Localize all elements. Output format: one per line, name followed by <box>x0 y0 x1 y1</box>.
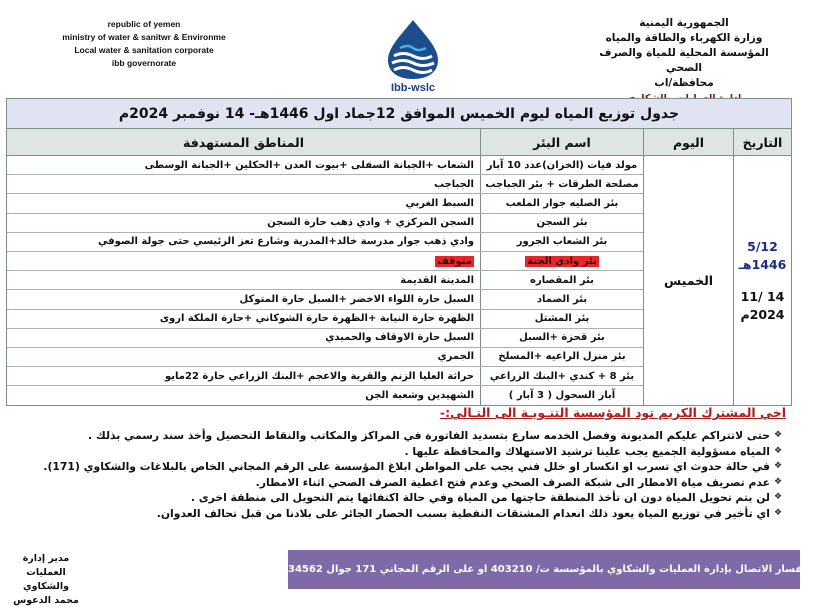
logo-caption: Ibb-wslc <box>390 82 435 94</box>
signature-name: محمد الدعوس <box>13 595 79 606</box>
well-name: مصلحة الطرقات + بئر الجباجب <box>480 175 643 193</box>
well-name: مولد فيات (الخزان)عدد 10 آبار <box>480 156 643 174</box>
target-areas: السبط الغربي <box>405 197 474 209</box>
table-title-bar <box>7 99 791 129</box>
header-day: اليوم <box>643 129 733 155</box>
table-row <box>7 271 643 290</box>
note-item <box>16 506 786 522</box>
target-areas: الظهرة حارة النيابة +الظهرة حارة الشوكاني +حارة الملكة اروى <box>159 313 474 325</box>
notes-list <box>16 428 786 521</box>
date-hijri-day-month: 5/12 <box>747 238 778 254</box>
diamond-bullet-icon: ❖ <box>773 507 783 518</box>
stopped-well-highlight: بئر وادي الجنة <box>527 255 597 267</box>
well-name: آبار السحول ( 3 آبار ) <box>480 386 643 405</box>
table-row <box>7 290 643 309</box>
table-body <box>7 156 791 405</box>
header-well: اسم البئر <box>480 129 643 155</box>
table-rows <box>7 156 643 405</box>
table-row <box>7 252 643 271</box>
table-row <box>7 367 643 386</box>
well-name: بئر 8 + كندي +البنك الزراعي <box>480 367 643 385</box>
note-text: حتى لاتتراكم عليكم المديونة وفصل الخدمه سارع بتسديد الفاتورة في المراكز والمكاتب والنقاط التحصيل وأخذ سند رسمي بذلك . <box>88 429 770 442</box>
note-text: في حالة حدوث اي تسرب او انكسار او خلل فني يجب على المواطن ابلاغ المؤسسة على الرقم المجاني الخاص بالبلاغات والشكاوي (171). <box>43 460 770 473</box>
header-en-line-2: ministry of water & sanitwr & Environme <box>62 32 226 42</box>
target-areas: السجن المركزي + وادي ذهب حارة السجن <box>267 217 474 229</box>
note-text: لن يتم تحويل المياة دون ان تأخذ المنطقة حاجتها من المياة وفي حالة اكتفائها يتم التحويل الى منطقة اخرى . <box>190 491 770 504</box>
date-greg-day-month: 14 /11 <box>740 288 785 304</box>
note-text: المياه مسؤولية الجميع يجب علينا ترشيد الاستهلاك والمحافظة عليها . <box>404 444 770 458</box>
well-name: بئر المشتل <box>480 310 643 328</box>
table-row <box>7 194 643 213</box>
target-areas-stopped <box>7 252 480 270</box>
diamond-bullet-icon: ❖ <box>773 461 783 471</box>
notes-title: اخي المشترك الكريم تود المؤسسة التنـويـة الى التـالي:- <box>439 405 786 420</box>
table-row <box>7 348 643 367</box>
header-ar-line-1: الجمهورية اليمنية <box>639 17 729 29</box>
target-areas: الشهيدين وشعبة الجن <box>365 390 474 402</box>
target-areas: المدينة القديمة <box>400 274 474 286</box>
header-english-block <box>14 18 274 70</box>
header-ar-line-4: محافظة/اب <box>654 77 714 89</box>
table-row <box>7 233 643 252</box>
date-greg-year: 2024م <box>740 306 785 322</box>
well-name: بئر الصماد <box>480 290 643 308</box>
water-drop-logo-icon <box>378 18 448 80</box>
well-name: بئر قحزة +السبل <box>480 329 643 347</box>
distribution-table <box>6 98 792 406</box>
header-en-line-3: Local water & sanitation corporate <box>74 45 214 55</box>
date-hijri-year: 1446هـ <box>738 256 787 272</box>
diamond-bullet-icon: ❖ <box>773 430 783 440</box>
header-ar-line-3: المؤسسة المحلية للمياة والصرف الصحي <box>599 47 769 74</box>
header-en-line-1: republic of yemen <box>107 19 181 29</box>
header-ar-line-2: وزارة الكهرباء والطاقة والمياه <box>605 32 763 44</box>
table-row <box>7 214 643 233</box>
diamond-bullet-icon: ❖ <box>773 492 783 502</box>
note-item <box>16 444 786 460</box>
table-row <box>7 175 643 194</box>
day-cell: الخميس <box>643 156 733 405</box>
corporation-logo <box>358 18 468 98</box>
table-row <box>7 310 643 329</box>
well-name: بئر المقصاره <box>480 271 643 289</box>
target-areas: السبل حارة الاوقاف والحميدي <box>325 332 474 344</box>
well-name-stopped <box>480 252 643 270</box>
well-name: بئر الصليه جوار الملعب <box>480 194 643 212</box>
well-name: بئر السجن <box>480 214 643 232</box>
target-areas: وادي ذهب جوار مدرسة خالد+المدرية وشارع تعز الرئيسي حتى جولة الصوفي <box>97 236 474 248</box>
target-areas: الجمري <box>437 351 474 363</box>
target-areas: الجباجب <box>433 178 474 190</box>
well-name: بئر الشعاب الجرور <box>480 233 643 251</box>
date-cell <box>733 156 791 405</box>
target-areas: حراثة العليا الزنم والقرية والاعجم +البنك الزراعي حارة 22مايو <box>165 370 474 382</box>
header-en-line-4: ibb governorate <box>111 58 177 68</box>
diamond-bullet-icon: ❖ <box>773 476 783 487</box>
well-name: بئر منزل الراعيه +المسلخ <box>480 348 643 366</box>
stopped-status-badge: متوقف <box>437 255 472 267</box>
note-text: عدم تصريف مياة الامطار الى شبكة الصرف الصحي وعدم فتح اغطية الصرف الصحي اثناء الامطار. <box>255 475 770 489</box>
header-areas: المناطق المستهدفة <box>183 134 304 150</box>
note-item <box>16 428 786 444</box>
note-item <box>16 459 786 475</box>
target-areas: السبل حارة اللواء الاخضر +السبل حارة المتوكل <box>239 293 474 305</box>
target-areas: الشعاب +الجبانة السفلى +بيوت العدن +الحكلين +الجبانة الوسطى <box>144 159 474 171</box>
note-item <box>16 490 786 506</box>
table-row <box>7 329 643 348</box>
table-row <box>7 386 643 405</box>
header-date: التاريخ <box>733 129 791 155</box>
note-item <box>16 475 786 491</box>
header-arabic-block <box>584 16 784 106</box>
table-row <box>7 156 643 175</box>
note-text: اي تأخير في توزيع المياة يعود ذلك انعدام المشتقات النفطية بسبب الحصار الجائر على بلادنا من قبل تحالف العدوان. <box>156 506 770 520</box>
table-title: جدول توزيع المياه ليوم الخميس الموافق 12جماد اول 1446هـ- 14 نوفمبر 2024م <box>118 105 680 122</box>
table-header-row <box>7 129 791 156</box>
contact-footer-bar <box>260 550 828 589</box>
signature-title: مدير إدارة العمليات والشكاوي <box>22 553 70 592</box>
signature-block <box>6 552 86 608</box>
diamond-bullet-icon: ❖ <box>773 445 783 456</box>
contact-text: للاستفسار الاتصال بإدارة العمليات والشكاوي بالمؤسسة ت/ 403210 او على الرقم المجاني 171 جوال 773934562 <box>260 564 828 575</box>
